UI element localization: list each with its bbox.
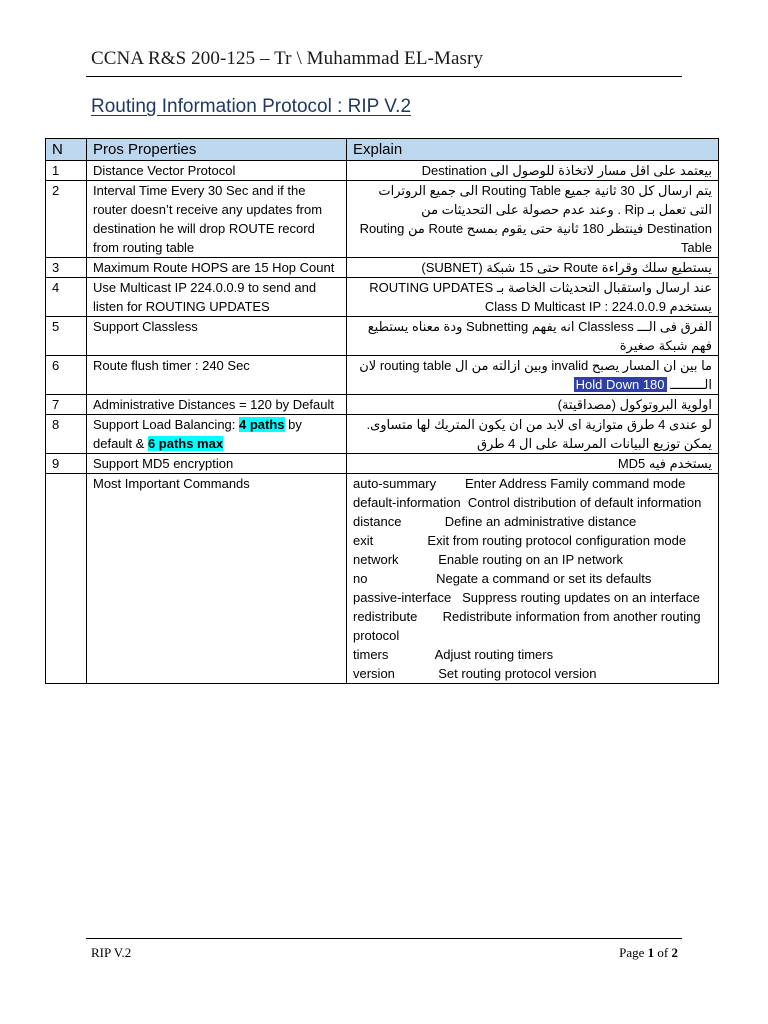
row-pros: Use Multicast IP 224.0.0.9 to send and listen for ROUTING UPDATES <box>87 278 347 317</box>
table-row <box>46 161 719 181</box>
command-item: no Negate a command or set its defaults <box>353 571 652 586</box>
row-number: 2 <box>46 181 87 258</box>
page-of: of <box>657 945 669 960</box>
table-row <box>46 181 719 258</box>
row-pros <box>87 415 347 454</box>
hold-down-highlight: Hold Down 180 <box>575 377 665 392</box>
row-pros: Support Classless <box>87 317 347 356</box>
row-number: 3 <box>46 258 87 278</box>
table-row <box>46 317 719 356</box>
column-header-n: N <box>46 139 87 161</box>
table-row <box>46 395 719 415</box>
row-number: 6 <box>46 356 87 395</box>
row-pros: Maximum Route HOPS are 15 Hop Count <box>87 258 347 278</box>
table-row <box>46 474 719 684</box>
row-pros: Support MD5 encryption <box>87 454 347 474</box>
commands-list <box>347 474 719 684</box>
table-row <box>46 278 719 317</box>
row-explain: عند ارسال واستقبال التحديثات الخاصة بـ ROUTING UPDATES يستخدم Class D Multicast IP : 224.0.0.9 <box>347 278 719 317</box>
load-balancing-text: Support Load Balancing: <box>93 417 239 432</box>
row-pros: Administrative Distances = 120 by Default <box>87 395 347 415</box>
command-item: network Enable routing on an IP network <box>353 552 624 567</box>
table-row <box>46 258 719 278</box>
row-number: 1 <box>46 161 87 181</box>
page-label: Page <box>619 945 645 960</box>
header-title: CCNA R&S 200-125 – Tr \ Muhammad EL-Masry <box>91 48 484 69</box>
row-explain: الفرق فى الـــ Classless انه يفهم Subnetting ودة معناه يستطيع فهم شبكة صغيرة <box>347 317 719 356</box>
row-pros: Distance Vector Protocol <box>87 161 347 181</box>
command-item: version Set routing protocol version <box>353 666 597 681</box>
row-number: 8 <box>46 415 87 454</box>
page-total: 2 <box>671 945 678 960</box>
row-explain: يستطيع سلك وقراءة Route حتى 15 شبكة (SUBNET) <box>347 258 719 278</box>
row-pros: Interval Time Every 30 Sec and if the router doesn’t receive any updates from destination he will drop ROUTE record from routing table <box>87 181 347 258</box>
rip-properties-table <box>45 138 719 684</box>
document-title: Routing Information Protocol : RIP V.2 <box>91 96 412 117</box>
row-explain: يتم ارسال كل 30 ثانية جميع Routing Table الى جميع الروترات التى تعمل بـ Rip . وعند عدم حصولة على التحديثات من Destination فينتظر 180 ثانية حتى يقوم بمسح Route من Routing Table <box>347 181 719 258</box>
row-number: 4 <box>46 278 87 317</box>
row-explain: اولوية البروتوكول (مصداقيتة) <box>347 395 719 415</box>
table-header-row <box>46 139 719 161</box>
column-header-explain: Explain <box>347 139 719 161</box>
command-item: exit Exit from routing protocol configuration mode <box>353 533 687 548</box>
row-explain: يستخدم فيه MD5 <box>347 454 719 474</box>
row-explain: بيعتمد على اقل مسار لاتخاذة للوصول الى Destination <box>347 161 719 181</box>
command-item: redistribute Redistribute information from another routing protocol <box>353 609 705 643</box>
row-explain: لو عندى 4 طرق متوازية اى لابد من ان يكون المتريك لها متساوى. يمكن توزيع البيانات المرسلة على ال 4 طرق <box>347 415 719 454</box>
row-pros: Route flush timer : 240 Sec <box>87 356 347 395</box>
page-number <box>619 945 678 961</box>
four-paths-highlight: 4 paths <box>239 417 285 432</box>
row-explain-text: ما بين ان المسار يصبح invalid وبين ازالته من ال routing table لان الـــــــــ <box>359 358 712 392</box>
row-number: 7 <box>46 395 87 415</box>
row-number <box>46 474 87 684</box>
table-row <box>46 454 719 474</box>
command-item: auto-summary Enter Address Family command mode <box>353 476 686 491</box>
footer-divider <box>86 938 682 939</box>
load-balancing-default-text: by default & <box>93 417 302 451</box>
header-divider <box>86 76 682 77</box>
command-item: timers Adjust routing timers <box>353 647 554 662</box>
row-number: 5 <box>46 317 87 356</box>
command-item: distance Define an administrative distance <box>353 514 637 529</box>
table-row <box>46 415 719 454</box>
six-paths-highlight: 6 paths max <box>147 436 224 451</box>
row-explain <box>347 356 719 395</box>
command-item: passive-interface Suppress routing updates on an interface <box>353 590 700 605</box>
command-item: default-information Control distribution of default information <box>353 495 702 510</box>
row-pros: Most Important Commands <box>87 474 347 684</box>
footer-doc-name: RIP V.2 <box>91 945 132 960</box>
table-row <box>46 356 719 395</box>
row-number: 9 <box>46 454 87 474</box>
column-header-pros: Pros Properties <box>87 139 347 161</box>
page-current: 1 <box>647 945 655 960</box>
